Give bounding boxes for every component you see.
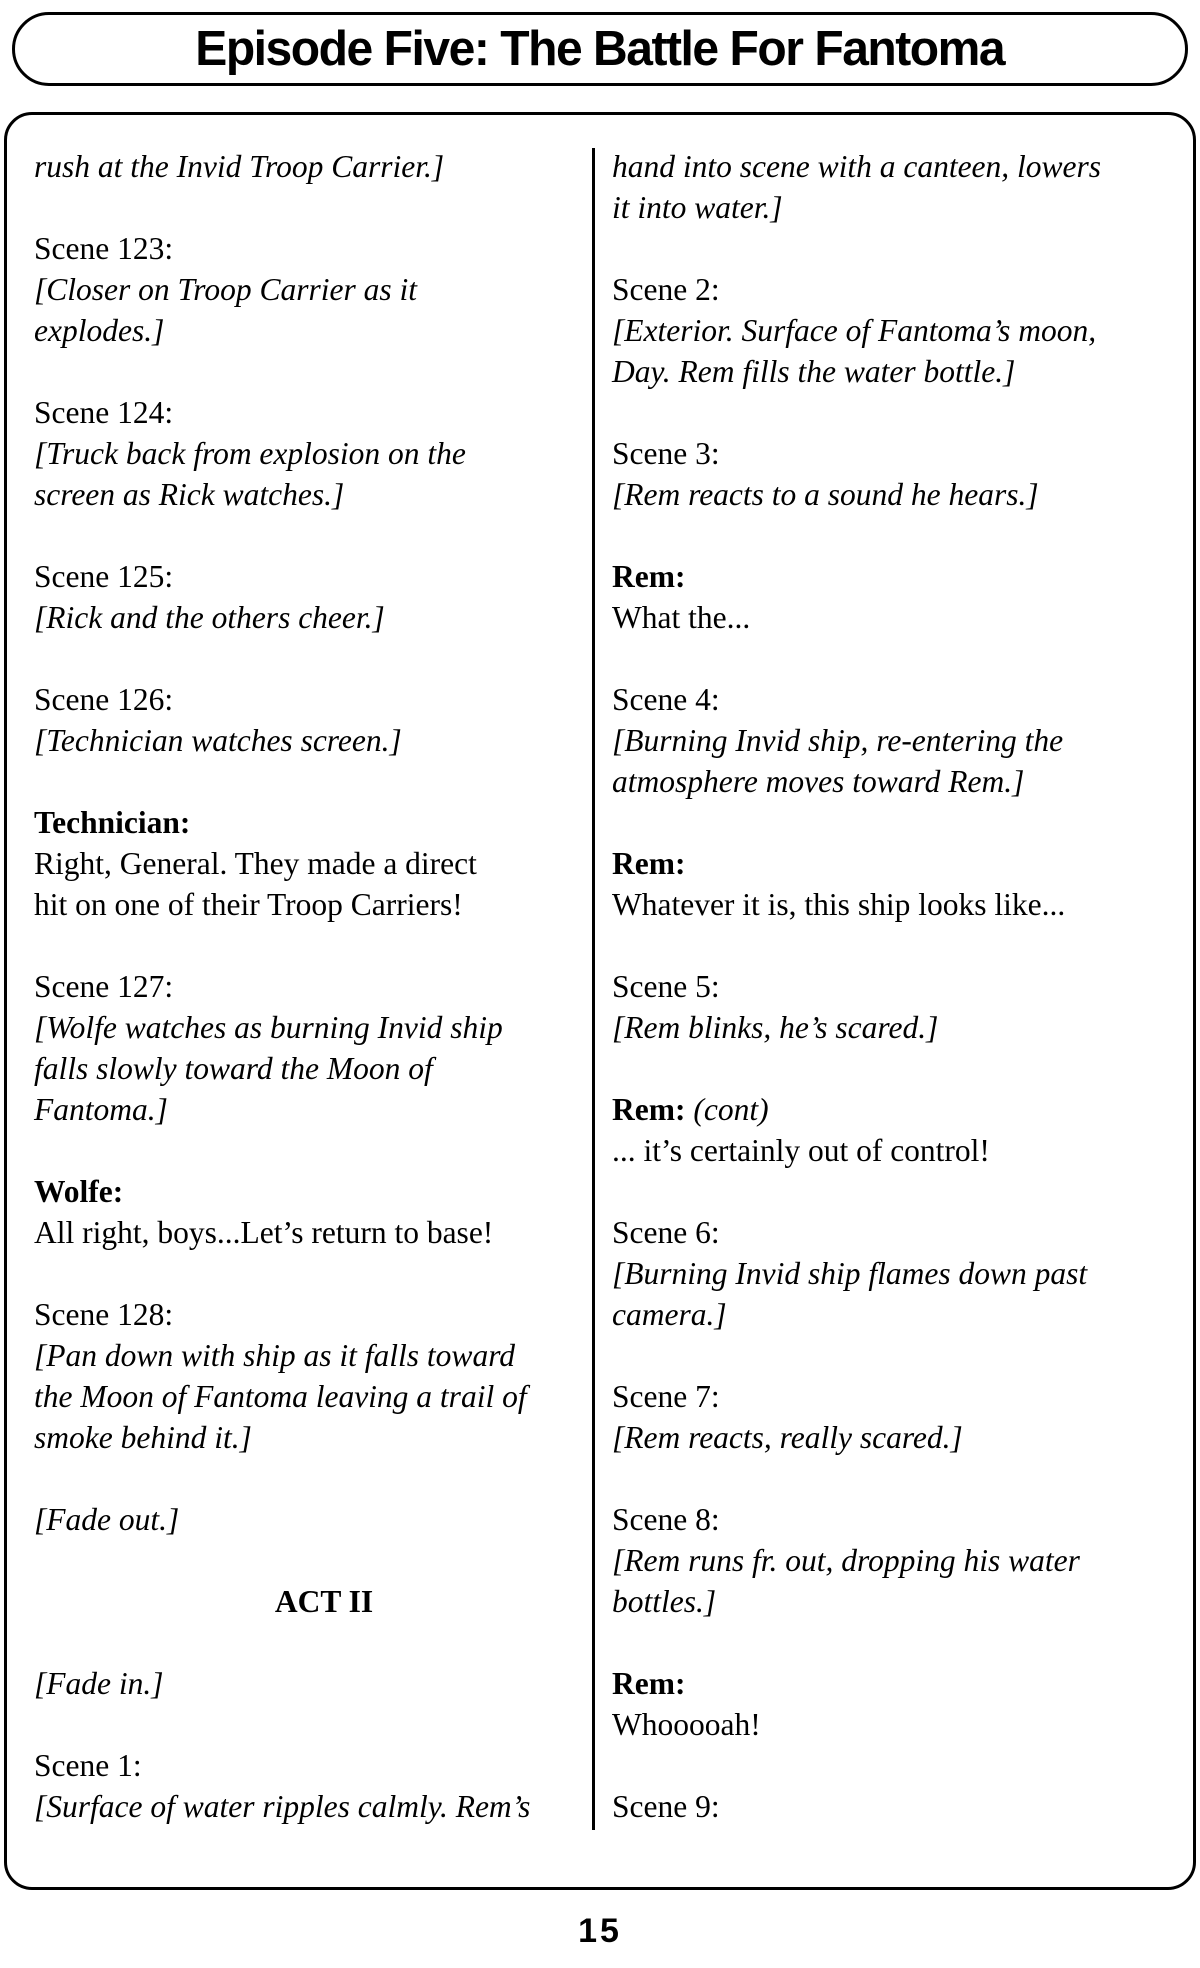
direction-line: [Rem blinks, he’s scared.] [612,1010,939,1045]
script-block [34,1499,574,1540]
scene-heading: Scene 1: [34,1748,142,1783]
direction-line: screen as Rick watches.] [34,477,345,512]
scene-heading: Scene 128: [34,1297,174,1332]
dialogue-line: hit on one of their Troop Carriers! [34,887,463,922]
direction-line: atmosphere moves toward Rem.] [612,764,1025,799]
direction-line: [Burning Invid ship, re-entering the [612,723,1064,758]
direction-line: Day. Rem fills the water bottle.] [612,354,1016,389]
scene-heading: Scene 126: [34,682,174,717]
speaker-name: Rem: [612,1666,686,1701]
scene-block [612,1786,1172,1827]
speaker-name: Rem: [612,559,686,594]
dialogue-block [612,556,1172,638]
act-block [34,1581,574,1622]
scene-heading: Scene 9: [612,1789,720,1824]
page-title: Episode Five: The Battle For Fantoma [195,22,1005,76]
dialogue-line: Right, General. They made a direct [34,846,477,881]
direction-line: it into water.] [612,190,783,225]
scene-block [34,228,574,351]
direction-line: [Rem reacts to a sound he hears.] [612,477,1039,512]
dialogue-line: ... it’s certainly out of control! [612,1133,990,1168]
title-banner [12,12,1188,86]
speaker-name: Rem: [612,846,686,881]
scene-block [612,433,1172,515]
scene-block [612,1212,1172,1335]
left-column [34,146,574,1827]
scene-heading: Scene 4: [612,682,720,717]
direction-line: [Rem runs fr. out, dropping his water [612,1543,1080,1578]
dialogue-block [612,843,1172,925]
dialogue-block [612,1663,1172,1745]
direction-line: [Pan down with ship as it falls toward [34,1338,516,1373]
scene-heading: Scene 123: [34,231,174,266]
dialogue-line: What the... [612,600,751,635]
direction-line: Fantoma.] [34,1092,168,1127]
scene-heading: Scene 8: [612,1502,720,1537]
direction-line: [Rem reacts, really scared.] [612,1420,963,1455]
direction-line: [Truck back from explosion on the [34,436,466,471]
page-number: 15 [578,1912,622,1950]
dialogue-block [612,1089,1172,1171]
scene-block [612,1376,1172,1458]
scene-block [34,556,574,638]
continued-note: (cont) [693,1092,769,1127]
direction-line: falls slowly toward the Moon of [34,1051,433,1086]
scene-block [34,679,574,761]
direction-line: [Closer on Troop Carrier as it [34,272,418,307]
direction-line: [Technician watches screen.] [34,723,402,758]
direction-line: smoke behind it.] [34,1420,252,1455]
speaker-name: Wolfe: [34,1174,124,1209]
direction-line: [Rick and the others cheer.] [34,600,385,635]
scene-heading: Scene 5: [612,969,720,1004]
scene-block [34,392,574,515]
scene-heading: Scene 125: [34,559,174,594]
script-block [612,146,1172,228]
right-column [612,146,1172,1827]
scene-heading: Scene 124: [34,395,174,430]
transition-line: [Fade in.] [34,1666,164,1701]
scene-heading: Scene 7: [612,1379,720,1414]
speaker-name: Rem: [612,1092,686,1127]
scene-block [34,966,574,1130]
dialogue-block [34,802,574,925]
scene-heading: Scene 6: [612,1215,720,1250]
scene-heading: Scene 2: [612,272,720,307]
scene-block [612,679,1172,802]
speaker-line [612,1089,1172,1130]
act-heading: ACT II [274,1584,374,1619]
direction-line: [Burning Invid ship flames down past [612,1256,1088,1291]
dialogue-block [34,1171,574,1253]
dialogue-line: Whooooah! [612,1707,761,1742]
direction-line: [Surface of water ripples calmly. Rem’s [34,1789,531,1824]
column-divider [592,148,595,1830]
direction-line: camera.] [612,1297,727,1332]
scene-block [612,269,1172,392]
scene-heading: Scene 3: [612,436,720,471]
direction-line: hand into scene with a canteen, lowers [612,149,1102,184]
speaker-name: Technician: [34,805,191,840]
script-block [34,146,574,187]
direction-line: [Exterior. Surface of Fantoma’s moon, [612,313,1097,348]
direction-line: explodes.] [34,313,165,348]
scene-heading: Scene 127: [34,969,174,1004]
dialogue-line: Whatever it is, this ship looks like... [612,887,1066,922]
scene-block [34,1745,574,1827]
direction-line: the Moon of Fantoma leaving a trail of [34,1379,527,1414]
direction-line: [Wolfe watches as burning Invid ship [34,1010,503,1045]
transition-line: [Fade out.] [34,1502,180,1537]
scene-block [34,1294,574,1458]
dialogue-line: All right, boys...Let’s return to base! [34,1215,494,1250]
scene-block [612,966,1172,1048]
scene-block [612,1499,1172,1622]
direction-line: rush at the Invid Troop Carrier.] [34,149,445,184]
direction-line: bottles.] [612,1584,717,1619]
script-block [34,1663,574,1704]
